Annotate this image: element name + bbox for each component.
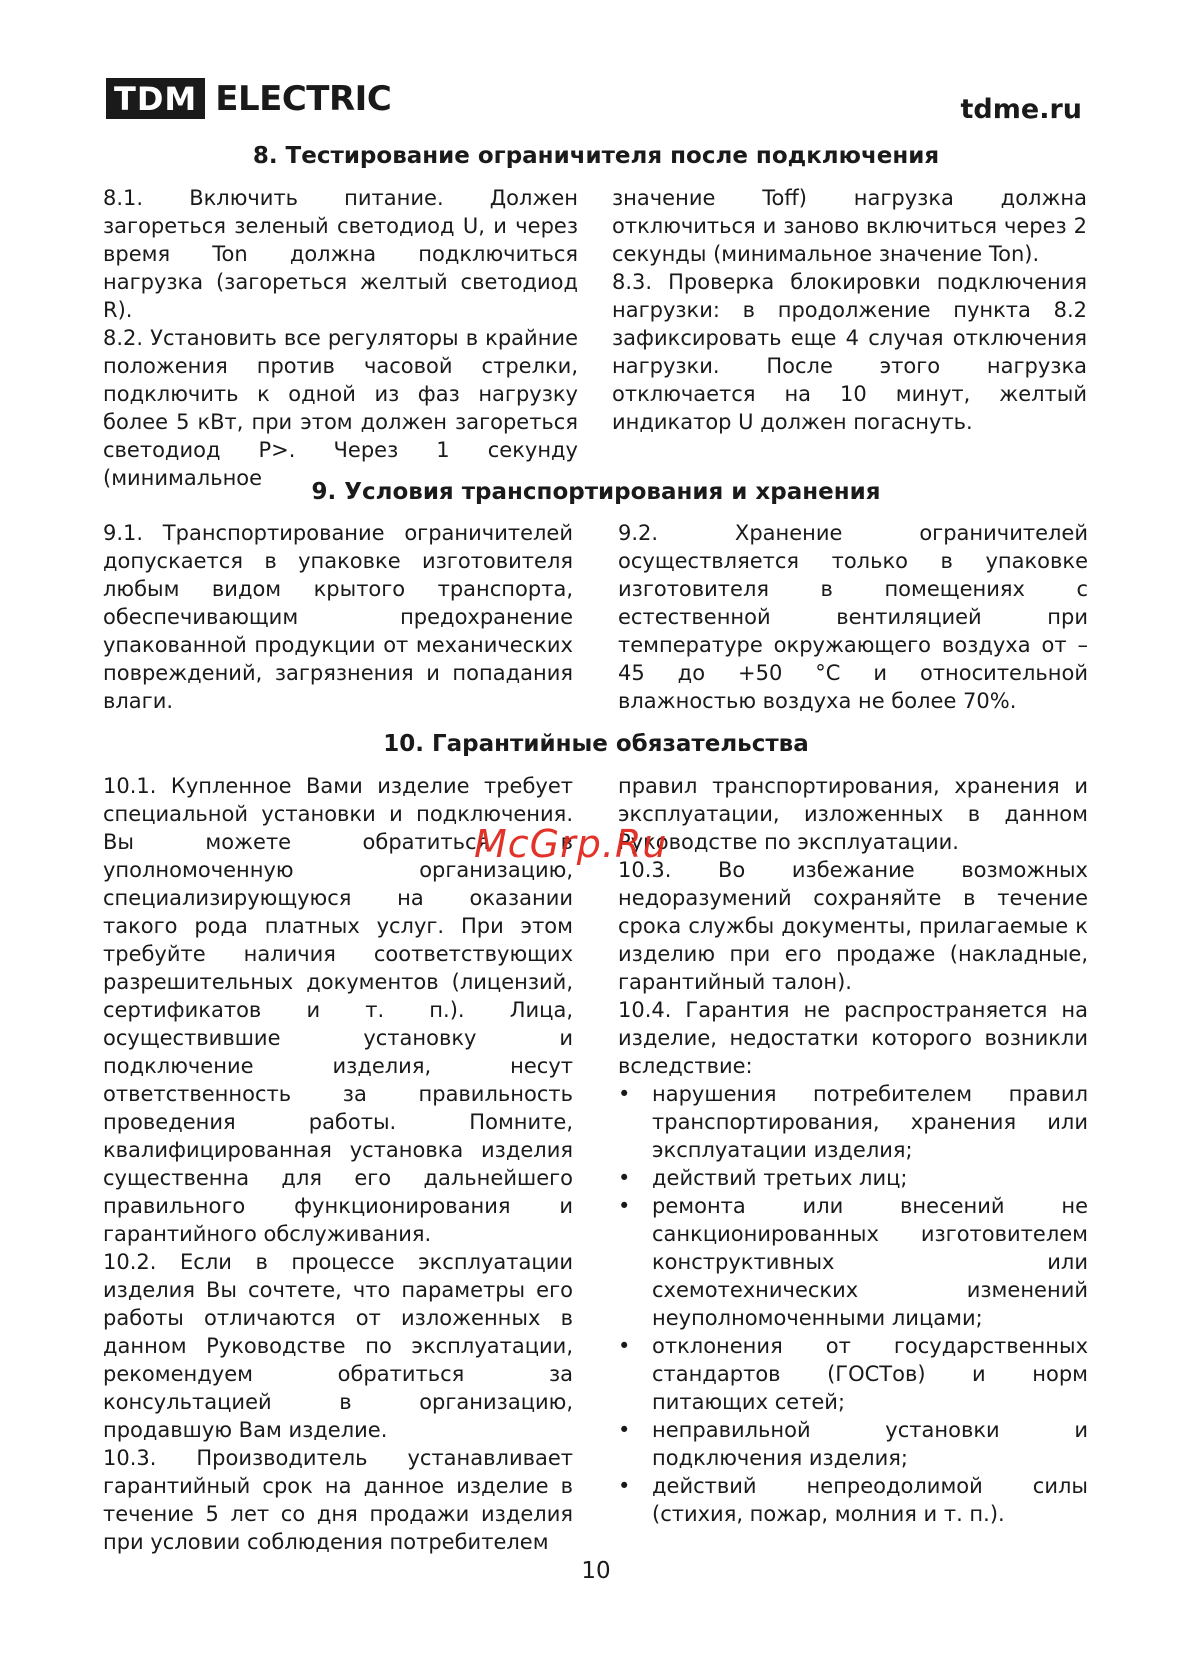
tdm-electric-logo [106,78,391,119]
bullet-item: • действий непреодолимой силы (стихия, пожар, молния и т. п.). [618,1472,1088,1528]
paragraph: правил транспортирования, хранения и эксплуатации, изложенных в данном Руководстве по эксплуатации. [618,774,1088,854]
section-8-title: 8. Тестирование ограничителя после подключения [252,143,940,169]
section-10-left-column [103,772,573,1556]
paragraph: 9.2. Хранение ограничителей осуществляется только в упаковке изготовителя в помещениях с естественной вентиляцией при температуре окружающего воздуха от –45 до +50 °С и относительной влажностью воздуха не более 70%. [618,521,1088,713]
paragraph: 10.3. Во избежание возможных недоразумений сохраняйте в течение срока службы документы, прилагаемые к изделию при его продаже (накладные, гарантийный талон). [618,858,1088,994]
section-10-right-column [618,772,1088,1528]
paragraph: 10.1. Купленное Вами изделие требует специальной установки и подключения. Вы можете обратиться в уполномоченную организацию, специализирующуюся на оказании такого рода платных услуг. При этом требуйте наличия соответствующих разрешительных документов (лицензий, сертификатов и т. п.). Лица, осуществившие установку и подключение изделия, несут ответственность за правильность проведения работы. Помните, квалифицированная установка изделия существенна для его дальнейшего правильного функционирования и гарантийного обслуживания. [103,774,573,1246]
paragraph: 10.2. Если в процессе эксплуатации изделия Вы сочтете, что параметры его работы отличаются от изложенных в данном Руководстве по эксплуатации, рекомендуем обратиться за консультацией в организацию, продавшую Вам изделие. [103,1250,573,1442]
section-8-left-column [103,184,578,492]
paragraph: 8.3. Проверка блокировки подключения нагрузки: в продолжение пункта 8.2 зафиксировать еще 4 случая отключения нагрузки. После этого нагрузка отключается на 10 минут, желтый индикатор U должен погаснуть. [612,270,1087,434]
paragraph: 8.2. Установить все регуляторы в крайние положения против часовой стрелки, подключить к одной из фаз нагрузку более 5 кВт, при этом должен загореться светодиод P>. Через 1 секунду (минимальное [103,326,578,490]
section-9-left-column [103,519,573,715]
paragraph: значение Toff) нагрузка должна отключиться и заново включиться через 2 секунды (минимальное значение Ton). [612,186,1087,266]
paragraph: 8.1. Включить питание. Должен загореться зеленый светодиод U, и через время Ton должна подключиться нагрузка (загореться желтый светодиод R). [103,186,578,322]
bullet-item: • неправильной установки и подключения изделия; [618,1416,1088,1472]
page-header [0,0,1192,130]
logo-box: TDM [106,78,205,119]
paragraph: 9.1. Транспортирование ограничителей допускается в упаковке изготовителя любым видом крытого транспорта, обеспечивающим предохранение упакованной продукции от механических повреждений, загрязнения и попадания влаги. [103,521,573,713]
section-9-title: 9. Условия транспортирования и хранения [311,479,881,505]
section-10-title: 10. Гарантийные обязательства [383,731,809,757]
logo-text: ELECTRIC [215,78,392,119]
watermark: McGrp.Ru [474,822,668,866]
bullet-item: • нарушения потребителем правил транспортирования, хранения или эксплуатации изделия; [618,1080,1088,1164]
site-url: tdme.ru [960,94,1082,125]
paragraph: 10.3. Производитель устанавливает гарантийный срок на данное изделие в течение 5 лет со дня продажи изделия при условии соблюдения потребителем [103,1446,573,1554]
bullet-item: • ремонта или внесений не санкционированных изготовителем конструктивных или схемотехнических изменений неуполномоченными лицами; [618,1192,1088,1332]
paragraph: 10.4. Гарантия не распространяется на изделие, недостатки которого возникли вследствие: [618,998,1088,1078]
section-9-right-column [618,519,1088,715]
section-8-right-column [612,184,1087,436]
bullet-item: • действий третьих лиц; [618,1164,1088,1192]
page-number: 10 [581,1558,611,1584]
bullet-item: • отклонения от государственных стандартов (ГОСТов) и норм питающих сетей; [618,1332,1088,1416]
